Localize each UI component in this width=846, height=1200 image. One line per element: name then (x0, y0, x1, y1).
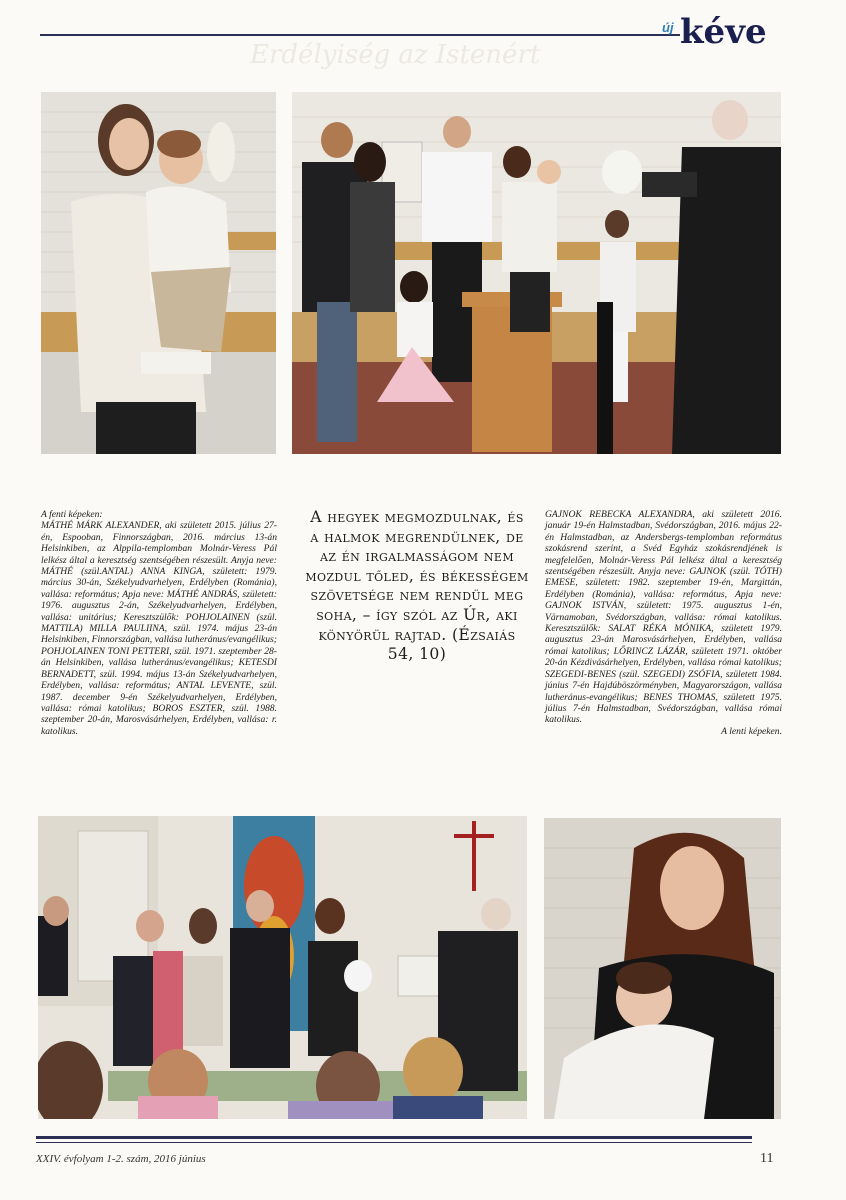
left-column-intro: A fenti képeken: (41, 509, 103, 520)
photo-church-congregation (38, 816, 527, 1119)
photo-mother-baby-white (544, 818, 781, 1119)
photo-mother-baby (41, 92, 276, 454)
left-column (41, 509, 277, 737)
footer-rule (36, 1136, 752, 1139)
right-column (545, 509, 782, 737)
magazine-logo (662, 12, 792, 56)
right-column-outro: A lenti képeken. (721, 725, 782, 737)
ghost-title: Erdélyiség az Istenért (250, 40, 541, 70)
church-congregation-icon (38, 816, 527, 1119)
logo-prefix: új (662, 20, 674, 35)
mother-holding-baby-icon (41, 92, 276, 454)
left-column-body: MÁTHÉ MÁRK ALEXANDER, aki született 2015. július 27-én, Espooban, Finnországban, 2016. március 13-án Helsinkiben, az Alppila-templomban Molnár-Veress Pál lelkész által a keresztség szentségében részesült. Anyja neve: MÁTHÉ (szül.ANTAL) ANNA KINGA, született: 1979. március 30-án, Székelyudvarhelyen, Erdélyben (Románia), vallása: református; Apja neve: MÁTHÉ ANDRÁS, született: 1976. augusztus 2-án, Székelyudvarhelyen, Erdélyben, vallása: unitárius; Keresztszülők: POHJOLAINEN (szül. MATTILA) MILLA PAULIINA, szül. 1974. május 23-án Helsinkiben, Finnországban, vallása lutheránus/evangélikus; POHJOLAINEN TONI PETTERI, szül. 1971. szeptember 28-án Helsinkiben, vallása lutheránus/evangélikus; KETESDI BERNADETT, szül. 1994. május 13-án Székelyudvarhelyen, Erdélyben, vallása: református; ANTAL LEVENTE, szül. 1987. december 9-én Székelyudvarhelyen, Erdélyben, vallása: római katolikus; BOROS ESZTER, szül. 1988. szeptember 20-án, Marosvásárhelyen, Erdélyben, vallása: r. katolikus. (41, 520, 277, 737)
header-rule (40, 34, 680, 36)
page-number: 11 (760, 1151, 774, 1166)
bible-quote: A hegyek megmozdulnak, és a halmok megrendülnek, de az én irgalmasságom nem mozdul tőled, és békességem szövetsége nem rendül meg soha, – így szól az Úr, aki könyörül rajtad. (Ézsaiás 54, 10) (305, 508, 529, 664)
right-column-body: GAJNOK REBECKA ALEXANDRA, aki született 2016. január 19-én Halmstadban, Svédországban, 2016. május 22-én Halmstadban, az Andersbergs-templomban református szokásrend szerint, a Svéd Egyház szokásrendjének is megfelelően, Molnár-Veress Pál lelkész által a keresztség szentségében részesült. Anyja neve: GAJNOK (szül. TÓTH) EMESE, született: 1982. szeptember 19-én, Margittán, Erdélyben (Románia), vallása: református, Apja neve: GAJNOK ISTVÁN, született: 1975. augusztus 1-én, Värnamoban, Svédországban, vallása: római katolikus. Keresztszülők: SALAT RÉKA MÓNIKA, született 1979. augusztus 23-án Marosvásárhelyen, Erdélyben, vallása római katolikus; LŐRINCZ LÁZÁR, született 1971. október 20-án Kézdivásárhelyen, Erdélyben, vallása római katolikus; SZEGEDI-BENES (szül. SZEGEDI) ZSÓFIA, született 1984. június 7-én Hajdúböszörményben, Magyarországon, vallása lutheránus-evangélikus; BENES THOMAS, született 1975. július 7-én Halmstadban, Svédországban, vallása római katolikus. (545, 509, 782, 726)
baptism-family-ceremony-icon (292, 92, 781, 454)
footer-rule-thin (36, 1142, 752, 1143)
issue-info: XXIV. évfolyam 1-2. szám, 2016 június (36, 1153, 206, 1165)
logo-name: kéve (680, 12, 767, 52)
mother-with-baby-in-white-icon (544, 818, 781, 1119)
photo-baptism-ceremony (292, 92, 781, 454)
